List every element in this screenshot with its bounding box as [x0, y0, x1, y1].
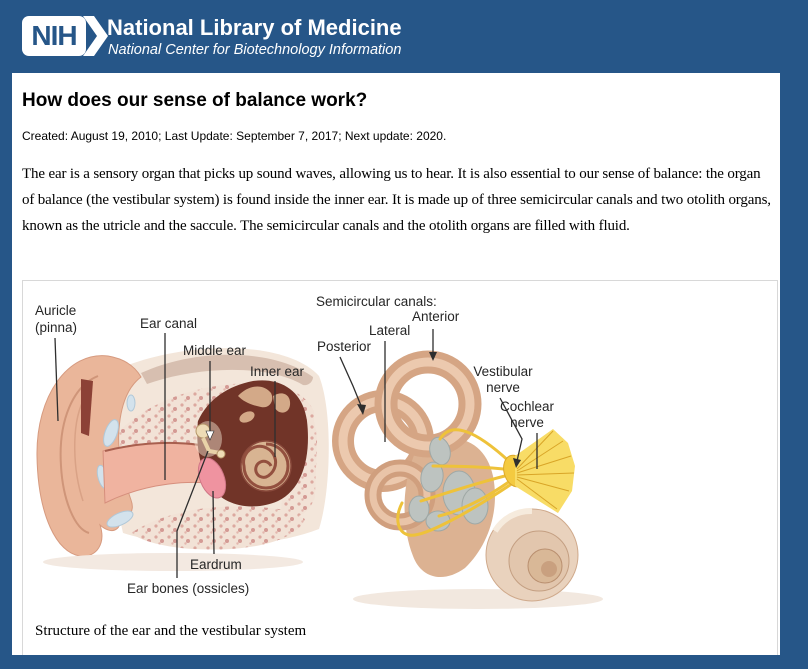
nih-logo-chevron-icon: [83, 16, 108, 56]
org-subtitle[interactable]: National Center for Biotechnology Information: [108, 42, 402, 58]
label-pinna: (pinna): [35, 320, 78, 335]
label-cochlear-nerve-1: Cochlear: [499, 399, 555, 414]
label-anterior: Anterior: [412, 309, 460, 324]
article-paragraph: The ear is a sensory organ that picks up sound waves, allowing us to hear. It is also essential to our sense of balance: the organ of balance (the vestibular system) is found inside the inner ear. It is made up of three semicircular canals and two otolith organs, known as the utricle and the saccule. The semicircular canals and the otolith organs are filled with fluid.: [22, 166, 771, 234]
ear-anatomy-figure[interactable]: [22, 280, 778, 655]
label-ear-bones: Ear bones (ossicles): [127, 581, 250, 596]
article-dates: Created: August 19, 2010; Last Update: September 7, 2017; Next update: 2020.: [22, 129, 447, 143]
label-middle-ear: Middle ear: [183, 343, 247, 358]
nih-logo[interactable]: [22, 16, 108, 56]
label-vestibular-nerve-1: Vestibular: [473, 364, 533, 379]
nih-logo-text: NIH: [22, 16, 86, 56]
label-eardrum: Eardrum: [190, 557, 242, 572]
org-name[interactable]: National Library of Medicine: [107, 15, 402, 40]
content-panel: [12, 73, 780, 655]
label-vestibular-nerve-2: nerve: [486, 380, 520, 395]
ear-cross-section: [37, 348, 329, 571]
label-cochlear-nerve-2: nerve: [510, 415, 544, 430]
figure-caption: Structure of the ear and the vestibular system: [35, 623, 307, 639]
label-posterior: Posterior: [317, 339, 372, 354]
label-lateral: Lateral: [369, 323, 411, 338]
vestibular-system: [343, 362, 603, 609]
label-ear-canal: Ear canal: [140, 316, 198, 331]
page-title: How does our sense of balance work?: [22, 90, 368, 111]
label-auricle: Auricle: [35, 303, 77, 318]
nih-header: [0, 0, 808, 73]
label-inner-ear: Inner ear: [250, 364, 305, 379]
label-semicircular-canals: Semicircular canals:: [316, 294, 437, 309]
ear-anatomy-illustration: [23, 281, 777, 619]
